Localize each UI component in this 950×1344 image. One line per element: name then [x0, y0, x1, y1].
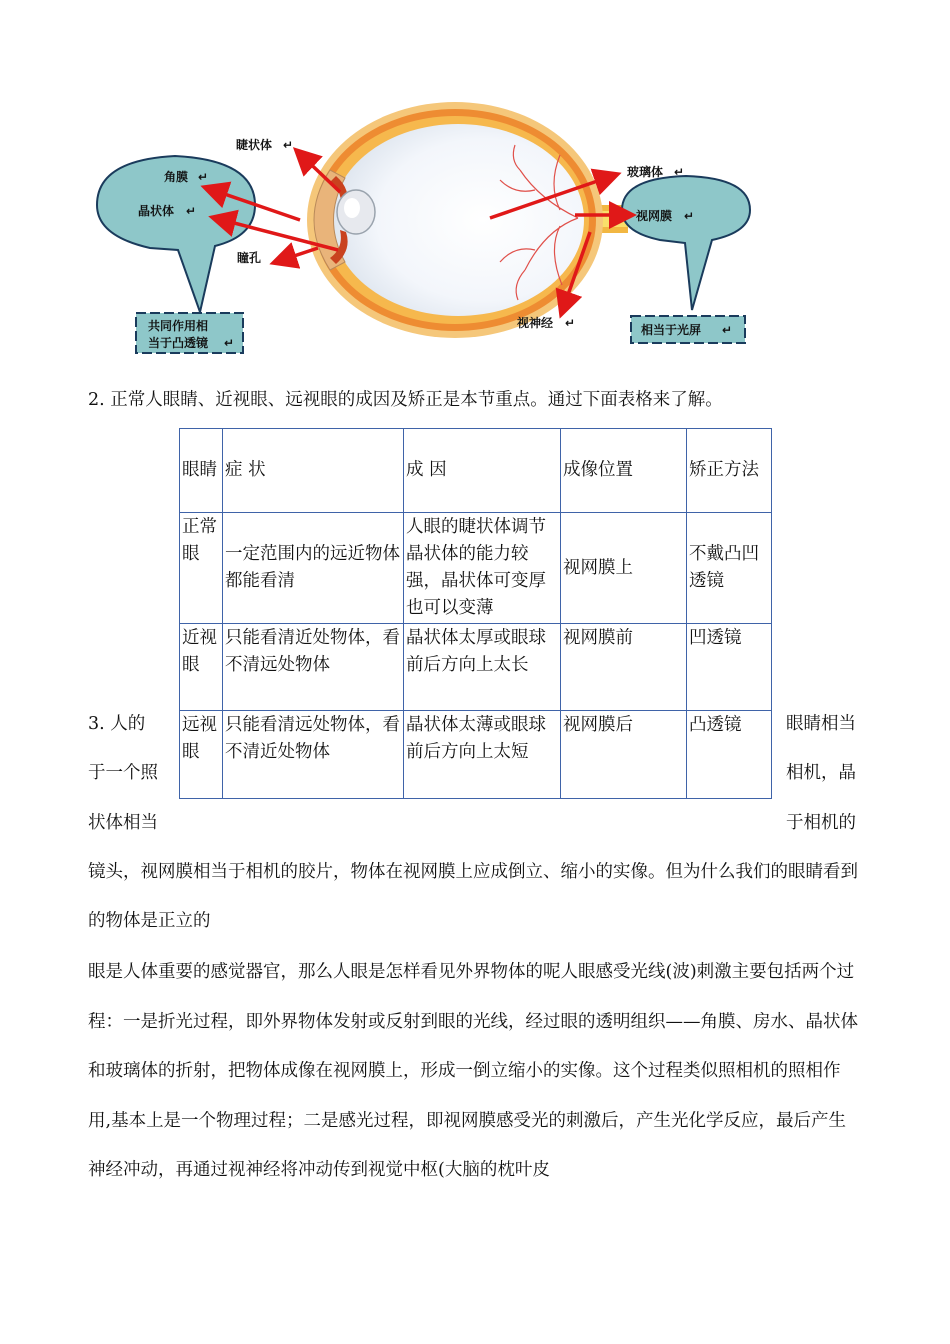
- table-row: [180, 624, 772, 711]
- cell-eye-normal: 正常眼: [180, 513, 223, 624]
- arrow-pupil: [276, 248, 318, 262]
- label-optic-nerve: 视神经: [517, 316, 554, 330]
- svg-text:↵: ↵: [283, 138, 294, 152]
- paragraph-2: 2. 正常人眼睛、近视眼、远视眼的成因及矫正是本节重点。通过下面表格来了解。: [88, 390, 723, 410]
- eye-structure-diagram: [0, 0, 950, 380]
- cell-correction: 凹透镜: [687, 624, 772, 711]
- cell-cause: 晶状体太薄或眼球前后方向上太短: [404, 711, 561, 799]
- para3-left-line2: 于一个照: [88, 763, 158, 783]
- retina-bubble: [622, 176, 750, 310]
- header-correction: 矫正方法: [687, 429, 772, 513]
- label-lens: 晶状体: [138, 204, 175, 218]
- table-row: [180, 711, 772, 799]
- paragraph-3-continued: 镜头，视网膜相当于相机的胶片，物体在视网膜上应成倒立、缩小的实像。但为什么我们的眼睛看到的物体是正立的: [88, 862, 858, 931]
- header-eye: 眼睛: [180, 429, 223, 513]
- label-pupil: 瞳孔: [237, 251, 262, 265]
- cell-cause: 人眼的睫状体调节晶状体的能力较强，晶状体可变厚也可以变薄: [404, 513, 561, 624]
- cell-position: 视网膜上: [561, 513, 687, 624]
- convex-lens-box-line2: 当于凸透镜: [148, 336, 209, 350]
- cell-symptom: 只能看清远处物体，看不清近处物体: [223, 711, 404, 799]
- svg-text:↵: ↵: [674, 165, 685, 179]
- header-image-position: 成像位置: [561, 429, 687, 513]
- cell-eye-hyperopia: 远视眼: [180, 711, 223, 799]
- screen-box-label: 相当于光屏: [641, 323, 702, 337]
- svg-text:↵: ↵: [722, 323, 733, 337]
- paragraph-4: 眼是人体重要的感觉器官，那么人眼是怎样看见外界物体的呢人眼感受光线(波)刺激主要包括两个过程：一是折光过程，即外界物体发射或反射到眼的光线，经过眼的透明组织——角膜、房水、晶状体和玻璃体的折射，把物体成像在视网膜上，形成一倒立缩小的实像。这个过程类似照相机的照相作用,基本上是一个物理过程；二是感光过程，即视网膜感受光的刺激后，产生光化学反应，最后产生神经冲动，再通过视神经将冲动传到视觉中枢(大脑的枕叶皮: [88, 962, 858, 1180]
- header-cause: 成 因: [404, 429, 561, 513]
- cell-position: 视网膜后: [561, 711, 687, 799]
- para3-right-line2: 相机，晶: [786, 763, 856, 783]
- svg-text:↵: ↵: [224, 336, 235, 350]
- para3-left-line3: 状体相当: [88, 813, 158, 833]
- label-cornea: 角膜: [164, 170, 189, 184]
- cell-eye-myopia: 近视眼: [180, 624, 223, 711]
- label-ciliary-body: 睫状体: [236, 138, 273, 152]
- para3-right-line3: 于相机的: [786, 813, 856, 833]
- cell-cause: 晶状体太厚或眼球前后方向上太长: [404, 624, 561, 711]
- svg-text:↵: ↵: [186, 204, 197, 218]
- svg-text:↵: ↵: [565, 316, 576, 330]
- label-retina: 视网膜: [636, 209, 673, 223]
- header-symptom: 症 状: [223, 429, 404, 513]
- eye-comparison-table: [179, 428, 772, 799]
- cell-symptom: 一定范围内的远近物体都能看清: [223, 513, 404, 624]
- eyeball-illustration: [307, 102, 603, 338]
- label-vitreous-body: 玻璃体: [627, 165, 664, 179]
- para3-left-line1: 3. 人的: [88, 714, 146, 734]
- cell-position: 视网膜前: [561, 624, 687, 711]
- cell-symptom: 只能看清近处物体，看不清远处物体: [223, 624, 404, 711]
- cell-correction: 不戴凸凹透镜: [687, 513, 772, 624]
- svg-text:↵: ↵: [684, 209, 695, 223]
- para3-right-line1: 眼睛相当: [786, 714, 856, 734]
- svg-text:↵: ↵: [198, 170, 209, 184]
- table-row: [180, 513, 772, 624]
- convex-lens-box-line1: 共同作用相: [148, 319, 209, 333]
- table-header-row: [180, 429, 772, 513]
- cell-correction: 凸透镜: [687, 711, 772, 799]
